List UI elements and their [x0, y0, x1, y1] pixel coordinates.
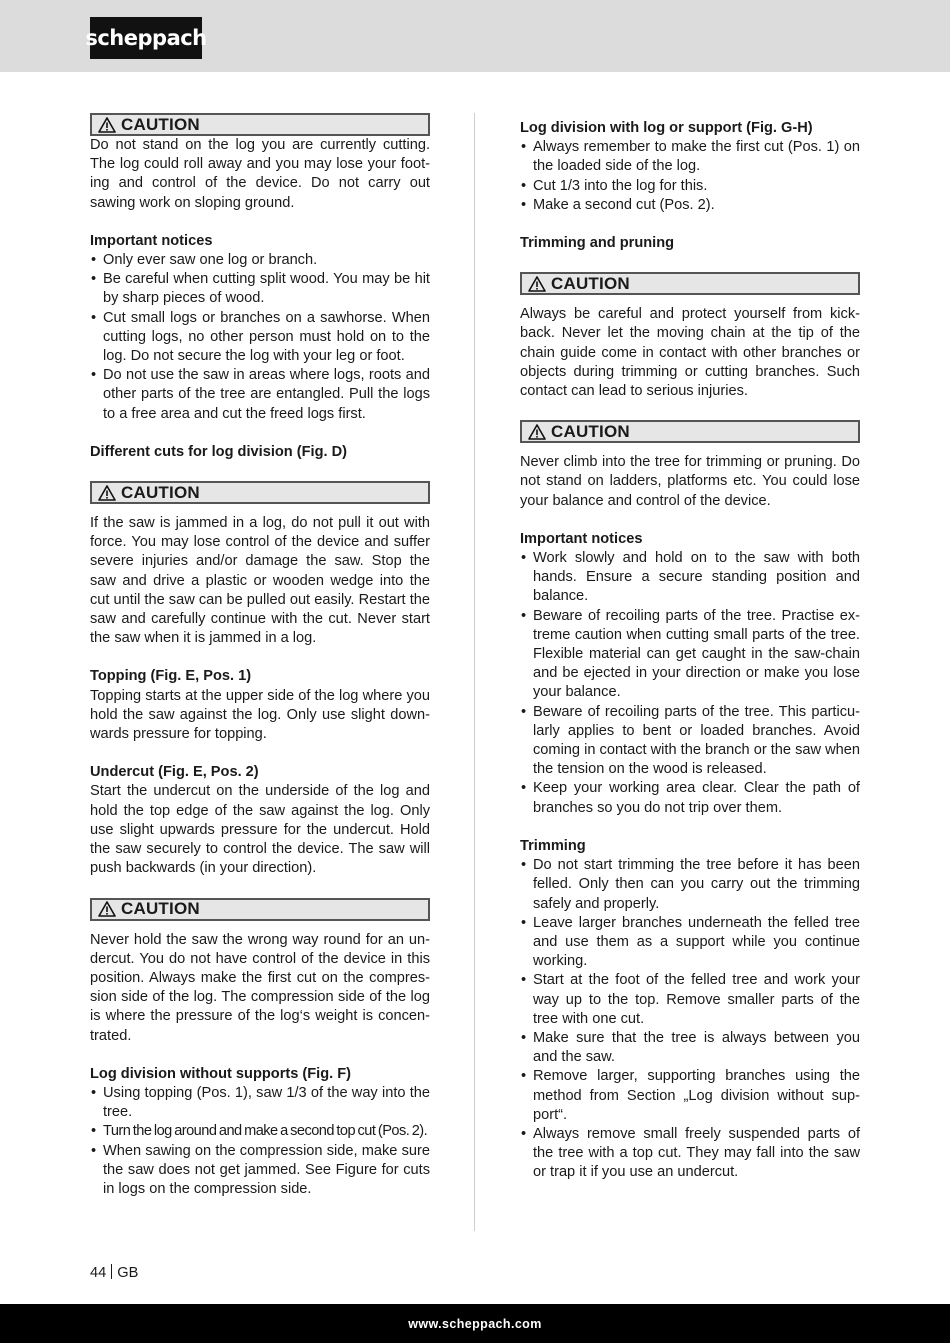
list-item: • Do not start trimming the tree before it has been felled. Only then can you carry out the trimming safely and properly. — [520, 856, 860, 914]
list-item: • Always remove small freely suspended parts of the tree with a top cut. They may fall into the saw or trap it if you use an undercut. — [520, 1125, 860, 1183]
caution-text: Never hold the saw the wrong way round for an un-dercut. You do not have control of the device in this position. Always make the first cut on the compres-sion side of the log. The compression side of the log is where the pressure of the log‘s weight is concen-trated. — [90, 931, 430, 1044]
column-divider — [474, 113, 475, 1231]
list-item: • Cut 1/3 into the log for this. — [520, 177, 860, 196]
warning-icon — [528, 424, 546, 440]
warning-icon — [98, 485, 116, 501]
page-number-value: 44 — [90, 1265, 107, 1281]
caution-label: CAUTION — [121, 114, 200, 134]
section-heading: Log division without supports (Fig. F) — [90, 1065, 352, 1082]
caution-label: CAUTION — [121, 482, 200, 502]
list-item: • When sawing on the compression side, make sure the saw does not get jammed. See Figure for cuts in logs on the compression side. — [90, 1142, 430, 1200]
section-heading: Log division with log or support (Fig. G-H) — [520, 120, 813, 136]
bullet-list — [520, 138, 860, 215]
caution-label: CAUTION — [121, 899, 200, 919]
page-separator — [111, 1264, 112, 1279]
bullet-list — [90, 1084, 430, 1199]
list-item: • Start at the foot of the felled tree and work your way up to the top. Remove smaller parts of the tree with one cut. — [520, 971, 860, 1029]
section-heading: Trimming and pruning — [520, 235, 675, 252]
section-heading: Important notices — [520, 530, 643, 547]
caution-box — [90, 898, 430, 921]
warning-icon — [98, 901, 116, 917]
section-heading: Different cuts for log division (Fig. D) — [90, 443, 348, 460]
right-column — [520, 119, 860, 1183]
page-number — [90, 1264, 138, 1281]
list-item: • Do not use the saw in areas where logs, roots and other parts of the tree are entangled. Pull the logs to a free area and cut the freed logs first. — [90, 366, 430, 424]
page-header — [0, 0, 950, 72]
caution-text: Do not stand on the log you are currently cutting. The log could roll away and you may lose your foot-ing and control of the device. Do not carry out sawing work on sloping ground. — [90, 137, 430, 211]
caution-label: CAUTION — [551, 422, 630, 442]
section-heading: Trimming — [520, 837, 586, 854]
left-column — [90, 113, 430, 1199]
list-item: • Remove larger, supporting branches using the method from Section „Log division without sup-port“. — [520, 1067, 860, 1125]
section-heading: Topping (Fig. E, Pos. 1) — [90, 668, 252, 685]
list-item: • Make sure that the tree is always between you and the saw. — [520, 1029, 860, 1067]
list-item: • Be careful when cutting split wood. You may be hit by sharp pieces of wood. — [90, 270, 430, 308]
list-item: • Beware of recoiling parts of the tree. Practise ex-treme caution when cutting small parts of the tree. Flexible material can get caught in the saw-chain and be ejected in your direction or make you lose your balance. — [520, 607, 860, 703]
website-link[interactable]: www.scheppach.com — [408, 1316, 542, 1331]
list-item: • Keep your working area clear. Clear the path of branches so you do not trip over them. — [520, 779, 860, 817]
bullet-list — [90, 251, 430, 424]
warning-icon — [98, 117, 116, 133]
paragraph: Topping starts at the upper side of the log where you hold the saw against the log. Only use slight down-wards pressure for topping. — [90, 687, 430, 743]
list-item: • Work slowly and hold on to the saw with both hands. Ensure a secure standing position and balance. — [520, 549, 860, 607]
caution-box — [520, 420, 860, 443]
caution-box — [90, 481, 430, 504]
caution-label: CAUTION — [551, 274, 630, 294]
caution-text: If the saw is jammed in a log, do not pull it out with force. You may lose control of the device and suffer severe injuries and/or damage the saw. Stop the saw and drive a plastic or wooden wedge into the cut until the saw can be pulled out easily. Restart the saw and carefully continue with the cut. Never start the saw when it is jammed in a log. — [90, 515, 430, 647]
caution-text: Never climb into the tree for trimming or pruning. Do not stand on ladders, platforms etc. You could lose your balance and control of the device. — [520, 454, 860, 509]
bullet-list — [520, 856, 860, 1182]
list-item: • Turn the log around and make a second top cut (Pos. 2). — [90, 1122, 430, 1141]
bullet-list — [520, 549, 860, 818]
list-item: • Only ever saw one log or branch. — [90, 251, 430, 270]
section-heading: Important notices — [90, 232, 213, 249]
footer-bar — [0, 1304, 950, 1343]
list-item: • Make a second cut (Pos. 2). — [520, 196, 860, 215]
section-heading: Undercut (Fig. E, Pos. 2) — [90, 764, 259, 781]
language-code: GB — [117, 1265, 139, 1281]
warning-icon — [528, 276, 546, 292]
list-item: • Always remember to make the first cut (Pos. 1) on the loaded side of the log. — [520, 138, 860, 176]
list-item: • Leave larger branches underneath the felled tree and use them as a support while you continue working. — [520, 914, 860, 972]
list-item: • Cut small logs or branches on a sawhorse. When cutting logs, no other person must hold on to the log. Do not secure the log with your leg or foot. — [90, 309, 430, 367]
paragraph: Start the undercut on the underside of the log and hold the top edge of the saw against the log. Only use slight upwards pressure for the undercut. Hold the saw securely to control the device. The saw will push backwards (in your direction). — [90, 783, 430, 877]
caution-box — [90, 113, 430, 136]
caution-text: Always be careful and protect yourself from kick-back. Never let the moving chain at the tip of the chain guide come in contact with other branches or objects during trimming or cutting branches. Such contact can lead to serious injuries. — [520, 306, 860, 400]
brand-logo[interactable]: scheppach — [90, 17, 202, 59]
caution-box — [520, 272, 860, 295]
list-item: • Beware of recoiling parts of the tree. This particu-larly applies to bent or loaded branches. Avoid coming in contact with the branch or the saw when the tension on the wood is released. — [520, 703, 860, 780]
list-item: • Using topping (Pos. 1), saw 1/3 of the way into the tree. — [90, 1084, 430, 1122]
